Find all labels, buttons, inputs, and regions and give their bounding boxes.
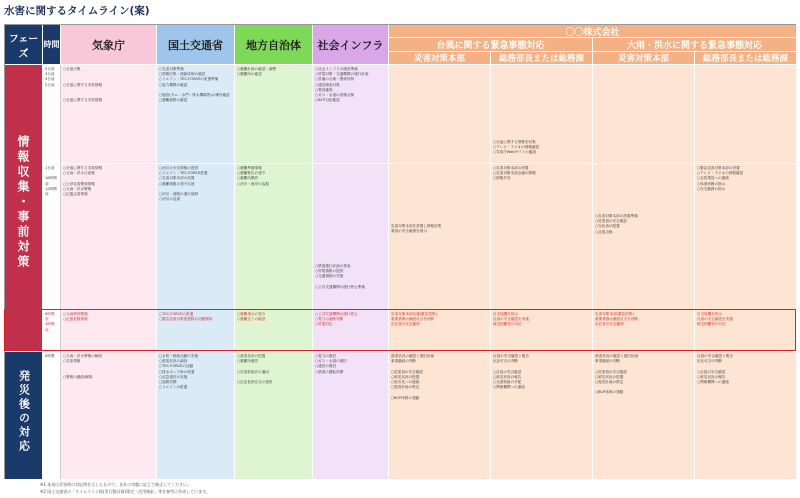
footnote-1: ※1 本表は災害時の対応例を示したもので、各社の実態に応じて修正してください。 — [40, 482, 192, 487]
row4-jma: ○大雨・洪水警報の解除 ○気象情報 ○警報の継続/解除 — [61, 352, 157, 480]
row2-local: ○避難準備情報 ○避難勧告の発令 ○避難所開設 ○河川・海岸の巡視 — [235, 164, 313, 310]
row1-mlit: ○災害対策準備 ○情報収集・連絡体制の確認 ○リエゾン・TEC-FORCEの派遣準備 ○協力機関の確認 ○施設(ダム・水門・排水機場等)の操作確認 ○避難経路の確認 — [157, 65, 235, 164]
row2-c1: 災害対策本部を設置し情報収集 要員の安全確保を指示 — [389, 164, 491, 310]
row4-infra: ○電力の復旧 ○ガス・水道の復旧 ○通信の復旧 ○鉄道の運転再開 — [313, 352, 389, 480]
row1-infra: ○社会インフラの運用準備 ○停電対策・交通機関の運行計画 ○設備の点検・警戒体制 ○通信障害対策 ○要員確保 ○ガス・水道の設備点検 ○BCP対応確認 — [313, 65, 389, 164]
header-local-gov: 地方自治体 — [235, 25, 313, 65]
row4-time: 0時間 — [43, 352, 61, 480]
row4-local: ○被害状況の把握 ○避難所運営 ○災害救助法の適用 ○応急仮設住宅の建設 — [235, 352, 313, 480]
row4-mlit: ○水防・救助活動の実施 ○被害状況の調査 ○TEC-FORCEの活動 ○排水ポンプ車の派遣 ○応急復旧の実施 ○道路啓開 ○リエゾンの派遣 — [157, 352, 235, 480]
row1-c2: ○台風に関する情報を収集 ○テレビ・ラジオの情報確認 ○気象庁Webサイトの確認 — [491, 65, 593, 164]
header-company: 〇〇株式会社 — [389, 25, 797, 38]
page-title: 水害に関するタイムライン(案) — [4, 5, 150, 17]
header-flood: 大雨・洪水に関する緊急事態対応 — [593, 38, 797, 52]
row2-jma: ○台風に関する気象情報 ○大雨・洪水注意報 ○土砂災害警戒情報 ○大雨・洪水警報 ○氾濫注意情報 — [61, 164, 157, 310]
row3-local: ○避難指示の発令 ○避難完了の確認 — [235, 310, 313, 352]
row2-mlit: ○河川の水位情報の提供 ○リエゾン・TEC-FORCE派遣 ○災害対策本部の設置 ○避難情報の発令支援 ○河川・道路の通行規制 ○河川の巡視 — [157, 164, 235, 310]
phase-post-label: 発災後の対応 — [17, 370, 31, 454]
row4-c3: 被害状況の確認と復旧計画 事業継続の判断 ○従業員の安否確認 ○被災状況の把握 ○復旧計画の策定 ○BCP体制の発動 — [593, 352, 695, 480]
row3-c1: 災害対策本部会議(緊急招集) 重要業務の継続可否を判断 出社者の安全確保 — [389, 310, 491, 352]
row4-c1: 被害状況の確認と復旧計画 事業継続の判断 ○従業員の安否確認 ○被災状況の把握 ○取引先への連絡 ○復旧計画の策定 ○BCP体制の発動 — [389, 352, 491, 480]
row3-jma: ○大雨特別警報 ○氾濫危険情報 — [61, 310, 157, 352]
row3-mlit: ○TEC-FORCEの派遣 ○緊急災害対策派遣隊の活動開始 — [157, 310, 235, 352]
row1-c4 — [695, 65, 797, 164]
phase-post — [5, 352, 43, 480]
row2-c4: ○緊急災害対策本部の設置 ○テレビ・ラジオの情報確認 ○全従業員への連絡 ○休業判断の指示 ○在宅勤務の指示 — [695, 164, 797, 310]
header-jma: 気象庁 — [61, 25, 157, 65]
header-sub-3: 災害対策本部 — [593, 52, 695, 65]
row3-c3: 災害対策本部(緊急招集) 重要業務の継続可否を判断 出社者の安全確保 — [593, 310, 695, 352]
header-sub-2: 総務部長または総務課 — [491, 52, 593, 65]
row3-infra: ○公共交通機関の運行停止 ○電力の遮断判断 ○停電対応 — [313, 310, 389, 352]
row3-c4: 自宅待機を指示 社員の安否確認を実施 帰宅困難者の対応 — [695, 310, 797, 352]
header-phase: フェーズ — [5, 25, 43, 65]
row4-c2: 社員の安否確認と報告 出社可否の判断 ○社員の安否確認 ○被災状況の報告 ○支援物資の手配 ○関係機関への連絡 — [491, 352, 593, 480]
header-infra: 社会インフラ — [313, 25, 389, 65]
phase-pre-label: 情報収集・事前対策 — [16, 135, 30, 270]
header-sub-4: 総務部長または総務課 — [695, 52, 797, 65]
critical-period-band — [4, 309, 796, 351]
row2-c3: ○災害対策本部の設置準備 ○従業員の安否確認 ○対応者の配置 ○社屋点検 — [593, 164, 695, 310]
header-typhoon: 台風に関する緊急事態対応 — [389, 38, 593, 52]
timeline-table — [4, 24, 796, 479]
row1-c1 — [389, 65, 491, 164]
row1-time: 5日前 4日前 3日前 2日前 — [43, 65, 61, 164]
row1-c3 — [593, 65, 695, 164]
row2-time: 1日前 18時間前 12時間前 — [43, 164, 61, 310]
row3-time: 6時間前 3時間前 — [43, 310, 61, 352]
header-mlit: 国土交通省 — [157, 25, 235, 65]
row4-c4: 社員の安否確認と報告 出社可否の判断 ○社員の安否確認 ○被災状況の報告 ○関係機関への連絡 — [695, 352, 797, 480]
row3-c2: 自宅待機を指示 社員の安否確認を実施 帰宅困難者の対応 — [491, 310, 593, 352]
row2-infra: ○鉄道運行計画の発表 ○停電情報の提供 ○交通規制の実施 ○公共交通機関の運行停止準備 — [313, 164, 389, 310]
footnote-2: ※2 国土交通省の「タイムライン(防災行動計画)策定・活用指針」等を参考に作成しています。 — [40, 489, 210, 494]
row2-c2: ○災害対策本部の設置 ○災害対策本部会議の開催 ○情報共有 — [491, 164, 593, 310]
header-sub-1: 災害対策本部 — [389, 52, 491, 65]
row1-local: ○避難計画の確認・調整 ○避難所の確認 — [235, 65, 313, 164]
header-time: 時間 — [43, 25, 61, 65]
row1-jma: ○台風予報 ○台風に関する気象情報 ○台風に関する気象情報 — [61, 65, 157, 164]
